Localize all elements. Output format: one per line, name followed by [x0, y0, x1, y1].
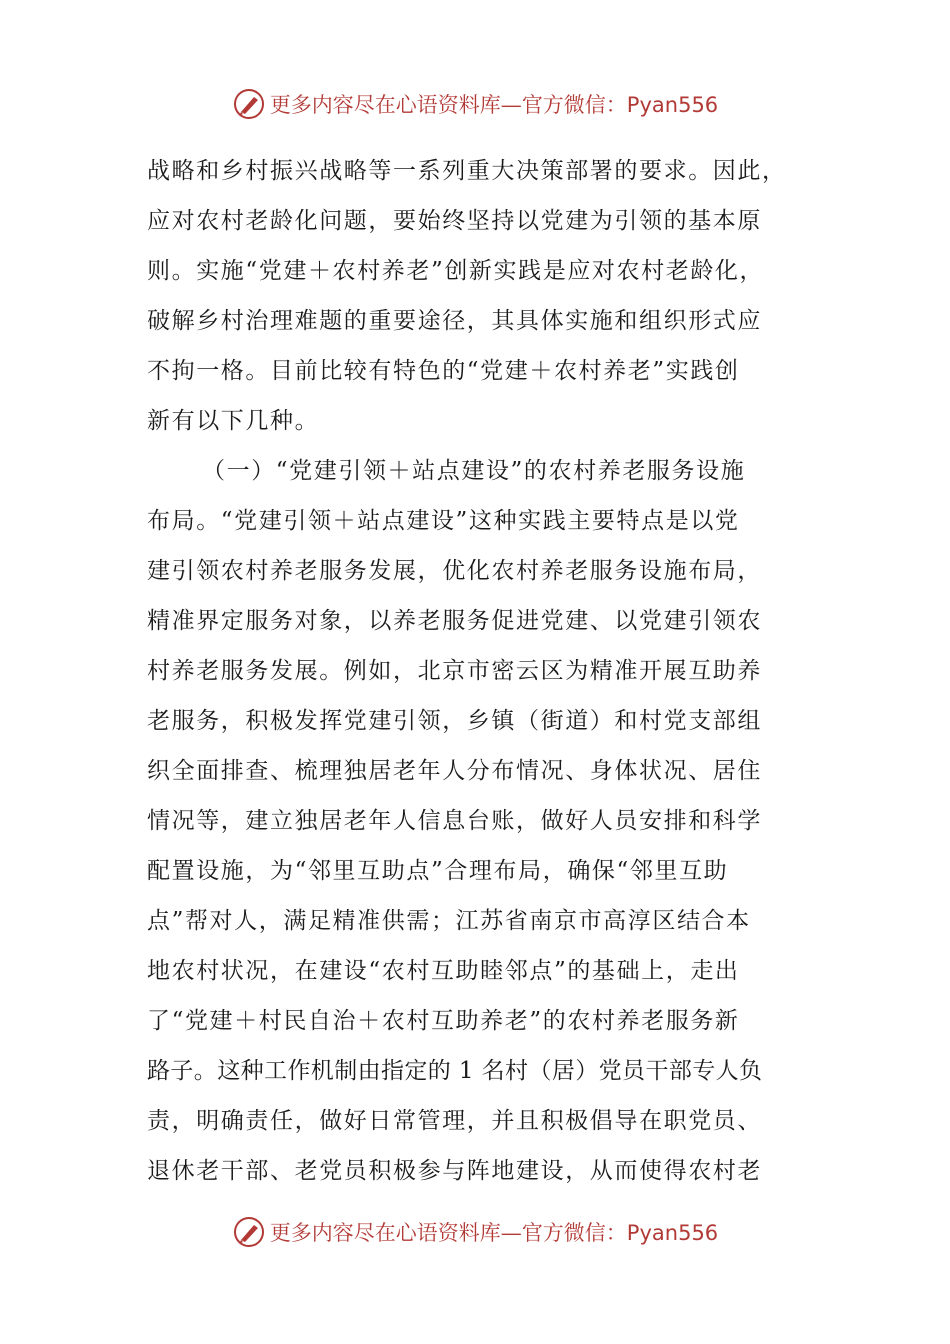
header-watermark — [0, 84, 950, 124]
text-line: 应对农村老龄化问题，要始终坚持以党建为引领的基本原 — [147, 208, 762, 234]
paragraph-intro-continued — [147, 146, 807, 446]
text-line: 战略和乡村振兴战略等一系列重大决策部署的要求。因此， — [147, 158, 787, 184]
text-line: （一）“党建引领＋站点建设”的农村养老服务设施 — [202, 458, 746, 484]
pen-logo-icon — [232, 87, 266, 121]
text-line: 破解乡村治理难题的重要途径，其具体实施和组织形式应 — [147, 308, 762, 334]
text-line: 退休老干部、老党员积极参与阵地建设，从而使得农村老 — [147, 1158, 762, 1184]
text-line: 点”帮对人，满足精准供需；江苏省南京市高淳区结合本 — [147, 908, 751, 934]
text-line: 村养老服务发展。例如，北京市密云区为精准开展互助养 — [147, 658, 762, 684]
paragraph-section-one — [147, 446, 807, 1196]
text-line: 情况等，建立独居老年人信息台账，做好人员安排和科学 — [147, 808, 762, 834]
text-line: 老服务，积极发挥党建引领，乡镇（街道）和村党支部组 — [147, 708, 762, 734]
text-line: 精准界定服务对象，以养老服务促进党建、以党建引领农 — [147, 608, 762, 634]
text-line: 责，明确责任，做好日常管理，并且积极倡导在职党员、 — [147, 1108, 762, 1134]
text-line: 布局。“党建引领＋站点建设”这种实践主要特点是以党 — [147, 508, 740, 534]
text-line: 路子。这种工作机制由指定的 1 名村（居）党员干部专人负 — [147, 1058, 763, 1084]
pen-logo-icon — [232, 1215, 266, 1249]
text-line: 织全面排查、梳理独居老年人分布情况、身体状况、居住 — [147, 758, 762, 784]
footer-watermark-suffix: 官方微信：Pyan556 — [521, 1221, 719, 1245]
text-line: 了“党建＋村民自治＋农村互助养老”的农村养老服务新 — [147, 1008, 740, 1034]
text-line: 地农村状况，在建设“农村互助睦邻点”的基础上，走出 — [147, 958, 740, 984]
text-line: 新有以下几种。 — [147, 408, 320, 434]
text-line: 配置设施，为“邻里互助点”合理布局，确保“邻里互助 — [147, 858, 729, 884]
document-body — [147, 146, 807, 1196]
text-line: 则。实施“党建＋农村养老”创新实践是应对农村老龄化， — [147, 258, 765, 284]
footer-watermark-text: 更多内容尽在心语资料库— — [269, 1221, 522, 1245]
footer-watermark — [0, 1212, 950, 1252]
header-watermark-suffix: 官方微信：Pyan556 — [521, 93, 719, 117]
text-line: 建引领农村养老服务发展，优化农村养老服务设施布局， — [147, 558, 762, 584]
text-line: 不拘一格。目前比较有特色的“党建＋农村养老”实践创 — [147, 358, 740, 384]
header-watermark-text: 更多内容尽在心语资料库— — [269, 93, 522, 117]
